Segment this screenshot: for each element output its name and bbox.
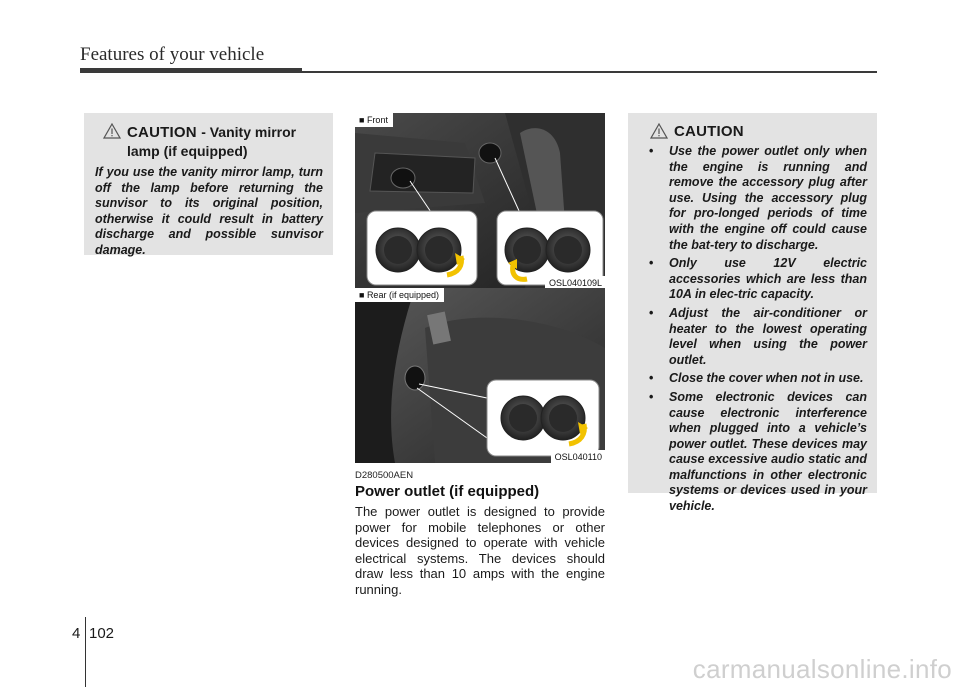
caution-body-text: If you use the vanity mirror lamp, turn off the lamp before returning the sunvisor to its original position, otherwise it could result in battery discharge and possible sunvisor damage. bbox=[95, 165, 323, 257]
figure-label-rear: ■ Rear (if equipped) bbox=[355, 288, 444, 302]
section-body-text: The power outlet is designed to provide power for mobile telephones or other devices designed to operate with vehicle electrical systems. The devices should draw less than 10 amps with the engine running. bbox=[355, 504, 605, 597]
header-rule-thick bbox=[80, 68, 302, 73]
section-code: D280500AEN bbox=[355, 470, 414, 481]
chapter-number: 4 bbox=[72, 625, 81, 642]
caution-box-power-outlet bbox=[628, 113, 877, 514]
list-item: • Only use 12V electric accessories which are less than 10A in elec-tric capacity. bbox=[649, 256, 867, 302]
figure-front-power-outlet bbox=[355, 113, 605, 289]
caution-bullet-list bbox=[642, 144, 867, 515]
page-number: 102 bbox=[89, 625, 115, 642]
header-rule-thin bbox=[300, 71, 877, 73]
warning-triangle-icon bbox=[650, 123, 668, 139]
list-item: • Adjust the air-conditioner or heater to the lowest operating level when using the power outlet. bbox=[649, 305, 867, 367]
footer-divider bbox=[85, 617, 86, 687]
caution-box-vanity-mirror bbox=[84, 113, 333, 255]
warning-triangle-icon bbox=[103, 123, 121, 139]
figure-code-rear: OSL040110 bbox=[551, 450, 605, 463]
watermark: carmanualsonline.info bbox=[692, 654, 952, 684]
figure-label-front: ■ Front bbox=[355, 113, 393, 127]
section-title: Power outlet (if equipped) bbox=[355, 483, 540, 500]
page-header-title: Features of your vehicle bbox=[80, 44, 265, 65]
figure-code-front: OSL040109L bbox=[545, 276, 605, 289]
list-item: • Close the cover when not in use. bbox=[649, 371, 864, 386]
list-item: • Use the power outlet only when the engine is running and remove the accessory plug after use. Using the accessory plug for pro-longed periods of time with the engine off could cause the bat-tery to discharge. bbox=[649, 144, 867, 252]
caution-subtitle: - Vanity mirror lamp (if equipped) bbox=[127, 124, 297, 159]
caution-heading: CAUTION bbox=[127, 124, 197, 141]
figure-rear-power-outlet bbox=[355, 288, 605, 463]
list-item: • Some electronic devices can cause electronic interference when plugged into a vehicle’s power outlet. These devices may cause excessive audio static and malfunctions in other electronic systems or devices used in your vehicle. bbox=[649, 389, 867, 514]
caution-heading: CAUTION bbox=[674, 123, 744, 140]
